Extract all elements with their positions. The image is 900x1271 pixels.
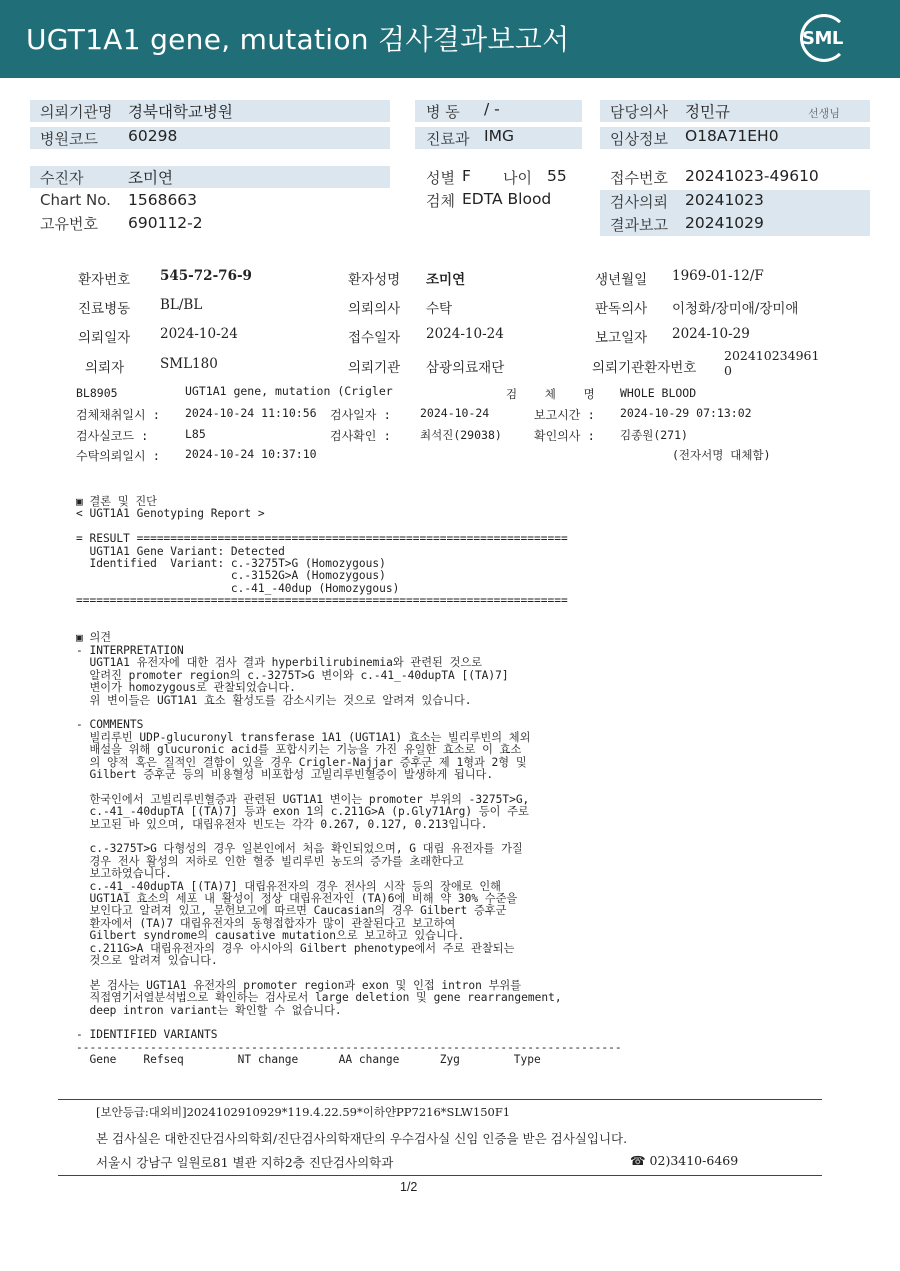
pid-label: 환자번호: [78, 272, 131, 288]
page-number: 1/2: [400, 1180, 418, 1194]
rep-label: 보고일자: [595, 330, 648, 346]
rdate-label: 의뢰일자: [78, 330, 131, 346]
rcv-label: 접수일자: [348, 330, 401, 346]
report-time-label: 보고시간 :: [534, 408, 595, 422]
consign-value: 2024-10-24 10:37:10: [185, 447, 317, 461]
clinical-value: O18A71EH0: [685, 127, 779, 145]
chart-value: 1568663: [128, 191, 198, 209]
rdoc-value: 수탁: [426, 301, 453, 317]
read-value: 이청화/장미애/장미애: [672, 301, 799, 317]
dob-value: 1969-01-12/F: [672, 268, 764, 284]
rdate-value: 2024-10-24: [160, 326, 238, 342]
dept-label: 진료과: [426, 130, 470, 148]
doctor-value: 정민규: [685, 103, 730, 121]
clinical-label: 임상정보: [610, 130, 668, 148]
req-org-label: 의뢰기관명: [40, 103, 113, 121]
confirm-label: 검사확인 :: [330, 429, 391, 443]
test-code: BL8905: [76, 386, 118, 400]
spec-label: 검 체 명: [506, 387, 595, 401]
pname-value: 조미연: [426, 272, 466, 288]
dept-value: IMG: [484, 127, 514, 145]
uid-label: 고유번호: [40, 215, 98, 233]
dob-label: 생년월일: [595, 272, 648, 288]
cdoc-label: 확인의사 :: [534, 429, 595, 443]
recv-label: 접수번호: [610, 169, 668, 187]
address-line: 서울시 강남구 일원로81 별관 지하2층 진단검사의학과: [96, 1155, 394, 1170]
consign-label: 수탁의뢰일시 :: [76, 449, 161, 463]
collect-label: 검체채취일시 :: [76, 408, 161, 422]
sml-logo: [800, 14, 850, 64]
report-header: [0, 0, 900, 78]
footer-divider-top: [58, 1099, 822, 1100]
rdoc-label: 의뢰의사: [348, 301, 401, 317]
orgpid-value: 202410234961 0: [724, 348, 820, 378]
lab-value: L85: [185, 427, 206, 441]
spec-value: WHOLE BLOOD: [620, 386, 697, 400]
doctor-suffix: 선생님: [808, 107, 840, 120]
sex-value: F: [462, 167, 471, 185]
sex-label: 성별: [426, 169, 455, 187]
rcv-value: 2024-10-24: [426, 326, 504, 342]
rward-value: BL/BL: [160, 297, 203, 313]
orgpid-label: 의뢰기관환자번호: [592, 360, 697, 376]
cert-line: 본 검사실은 대한진단검사의학회/진단검사의학재단의 우수검사실 신임 인증을 받은 검사실입니다.: [96, 1131, 628, 1146]
org-value: 삼광의료재단: [426, 360, 505, 376]
lab-label: 검사실코드 :: [76, 429, 149, 443]
requester-value: SML180: [160, 356, 218, 372]
patient-label: 수진자: [40, 169, 84, 187]
collect-value: 2024-10-24 11:10:56: [185, 406, 317, 420]
specimen-value: EDTA Blood: [462, 190, 552, 208]
specimen-label: 검체: [426, 192, 455, 210]
report-body-text: ▣ 결론 및 진단 < UGT1A1 Genotyping Report > = RESULT ================================================================ UGT1A1 Gene Variant: Detected Identified Variant: c.-3275T>G (Homozygous) c.-3152G>A (Homozygous) c.-41_-40dup (Homozygous) ========================================================================= ▣ 의견 - INTERPRETATION UGT1A1 유전자에 대한 검사 결과 hyperbilirubinemia와 관련된 것으로 알려진 promoter region의 c.-3275T>G 변이와 c.-41_-40dupTA [(TA)7] 변이가 homozygous로 관찰되었습니다. 위 변이들은 UGT1A1 효소 활성도를 감소시키는 것으로 알려져 있습니다. - COMMENTS 빌리루빈 UDP-glucuronyl transferase 1A1 (UGT1A1) 효소는 빌리루빈의 체외 배설을 위해 glucuronic acid를 포합시키는 기능을 가진 유일한 효소로 이 효소 의 양적 혹은 질적인 결함이 있을 경우 Crigler-Najjar 증후군 제 1형과 2형 및 Gilbert 증후군 등의 비용혈성 비포합성 고빌리루빈혈증이 발생하게 됩니다. 한국인에서 고빌리루빈혈증과 관련된 UGT1A1 변이는 promoter 부위의 -3275T>G, c.-41_-40dupTA [(TA)7] 등과 exon 1의 c.211G>A (p.Gly71Arg) 등이 주로 보고된 바 있으며, 대립유전자 빈도는 각각 0.267, 0.127, 0.213입니다. c.-3275T>G 다형성의 경우 일본인에서 처음 확인되었으며, G 대립 유전자를 가질 경우 전사 활성의 저하로 인한 혈중 빌리루빈 농도의 증가를 초래한다고 보고하였습니다. c.-41_-40dupTA [(TA)7] 대립유전자의 경우 전사의 시작 등의 장애로 인해 UGT1A1 효소의 세포 내 활성이 정상 대립유전자인 (TA)6에 비해 약 30% 수준을 보인다고 알려져 있고, 문헌보고에 따르면 Caucasian의 경우 Gilbert 증후군 환자에서 (TA)7 대립유전자의 동형접합자가 많이 관찰된다고 보고하여 Gilbert syndrome의 causative mutation으로 보고하고 있습니다. c.211G>A 대립유전자의 경우 아시아의 Gilbert phenotype에서 주로 관찰되는 것으로 알려져 있습니다. 본 검사는 UGT1A1 유전자의 promoter region과 exon 및 인접 intron 부위를 직접염기서열분석법으로 확인하는 검사로서 large deletion 및 gene rearrangement, deep intron variant는 확인할 수 없습니다. - IDENTIFIED VARIANTS --------------------------------------------------------------------------------- Gene Refseq NT change AA change Zyg Type: [76, 495, 622, 1067]
test-date-label: 검사일자 :: [330, 408, 391, 422]
recv-value: 20241023-49610: [685, 167, 819, 185]
esign-note: (전자서명 대체함): [672, 448, 771, 462]
report-time-value: 2024-10-29 07:13:02: [620, 406, 752, 420]
requester-label: 의뢰자: [85, 360, 125, 376]
page-title: UGT1A1 gene, mutation 검사결과보고서: [26, 23, 570, 56]
security-line: [보안등급:대외비]2024102910929*119.4.22.59*이하얀PP7216*SLW150F1: [96, 1105, 511, 1119]
res-date-value: 20241029: [685, 214, 764, 232]
rep-value: 2024-10-29: [672, 326, 750, 342]
logo-text: SML: [802, 28, 843, 49]
footer-divider-bottom: [58, 1175, 822, 1176]
patient-value: 조미연: [128, 169, 173, 187]
rward-label: 진료병동: [78, 301, 131, 317]
chart-label: Chart No.: [40, 191, 111, 209]
uid-value: 690112-2: [128, 214, 203, 232]
hosp-code-value: 60298: [128, 127, 178, 145]
doctor-label: 담당의사: [610, 103, 668, 121]
cdoc-value: 김종원(271): [620, 428, 688, 442]
hosp-code-label: 병원코드: [40, 130, 98, 148]
ward-label: 병 동: [426, 103, 460, 121]
test-date-value: 2024-10-24: [420, 406, 490, 420]
org-label: 의뢰기관: [348, 360, 401, 376]
req-org-value: 경북대학교병원: [128, 103, 233, 121]
age-label: 나이: [503, 169, 532, 187]
pname-label: 환자성명: [348, 272, 401, 288]
confirm-value: 최석진(29038): [420, 428, 502, 442]
res-date-label: 결과보고: [610, 216, 668, 234]
bar-patient: [30, 166, 390, 188]
test-name: UGT1A1 gene, mutation (Crigler: [185, 384, 393, 398]
req-date-label: 검사의뢰: [610, 193, 668, 211]
req-date-value: 20241023: [685, 191, 764, 209]
ward-value: / -: [484, 100, 500, 118]
age-value: 55: [547, 167, 567, 185]
read-label: 판독의사: [595, 301, 648, 317]
phone-number: ☎ 02)3410-6469: [630, 1153, 739, 1168]
pid-value: 545-72-76-9: [160, 268, 252, 284]
